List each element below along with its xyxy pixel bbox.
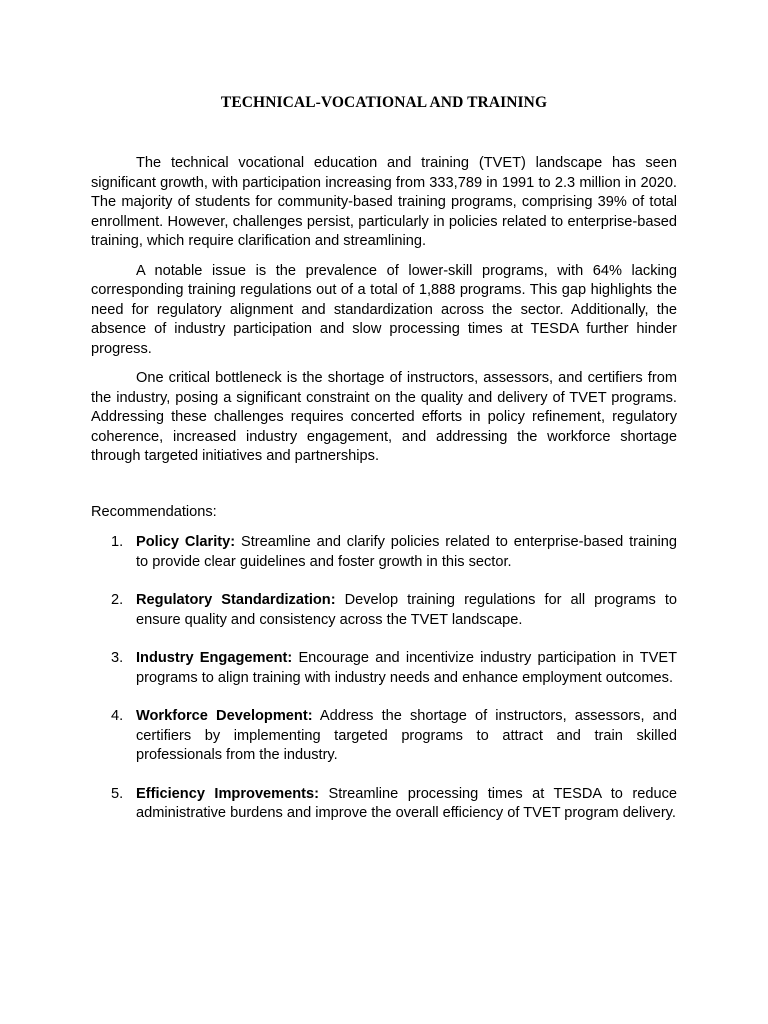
list-item xyxy=(91,591,677,630)
page-title: TECHNICAL-VOCATIONAL AND TRAINING xyxy=(220,94,548,111)
list-item-term: Regulatory Standardization: xyxy=(136,592,336,608)
list-item-description: Streamline and clarify policies related to enterprise-based training to provide clear guidelines and foster growth in this sector. xyxy=(136,534,677,570)
list-item-number: 1. xyxy=(111,534,124,550)
paragraph-2: A notable issue is the prevalence of lower-skill programs, with 64% lacking corresponding training regulations out of a total of 1,888 programs. This gap highlights the need for regulatory alignment and standardization across the sector. Additionally, the absence of industry participation and slow processing times at TESDA further hinder progress. xyxy=(91,262,677,357)
paragraph-1: The technical vocational education and training (TVET) landscape has seen significant growth, with participation increasing from 333,789 in 1991 to 2.3 million in 2020. The majority of students for community-based training programs, comprising 39% of total enrollment. However, challenges persist, particularly in policies related to enterprise-based training, which require clarification and streamlining. xyxy=(91,155,677,249)
list-item-number: 2. xyxy=(111,592,124,608)
list-item-description: Develop training regulations for all programs to ensure quality and consistency across the TVET landscape. xyxy=(136,592,677,628)
list-item-term: Policy Clarity: xyxy=(136,534,236,550)
list-item-text xyxy=(136,785,677,824)
list-item xyxy=(91,649,677,688)
list-item xyxy=(91,533,677,572)
paragraph-3: One critical bottleneck is the shortage of instructors, assessors, and certifiers from the industry, posing a significant constraint on the quality and delivery of TVET programs. Addressing these challenges requires concerted efforts in policy refinement, regulatory coherence, increased industry engagement, and addressing the workforce shortage through targeted initiatives and partnerships. xyxy=(91,370,677,464)
list-item-text xyxy=(136,707,677,766)
list-item-text xyxy=(136,649,677,688)
list-item-text xyxy=(136,591,677,630)
list-item-term: Efficiency Improvements: xyxy=(136,785,320,802)
list-item xyxy=(91,785,677,824)
list-item-description: Address the shortage of instructors, assessors, and certifiers by implementing targeted programs to attract and train skilled professionals from the industry. xyxy=(136,708,678,763)
list-item-number: 3. xyxy=(111,650,124,666)
list-item-number: 4. xyxy=(111,708,124,724)
list-item xyxy=(91,707,677,766)
recommendations-list xyxy=(91,533,677,843)
list-item-description: Streamline processing times at TESDA to reduce administrative burdens and improve the overall efficiency of TVET program delivery. xyxy=(136,785,677,821)
document-body xyxy=(91,154,677,477)
list-item-text xyxy=(136,533,677,572)
list-item-number: 5. xyxy=(111,785,124,802)
list-item-term: Industry Engagement: xyxy=(136,650,293,666)
list-item-description: Encourage and incentivize industry participation in TVET programs to align training with industry needs and enhance employment outcomes. xyxy=(136,650,677,686)
list-item-term: Workforce Development: xyxy=(136,708,313,724)
recommendations-heading: Recommendations: xyxy=(91,504,217,520)
